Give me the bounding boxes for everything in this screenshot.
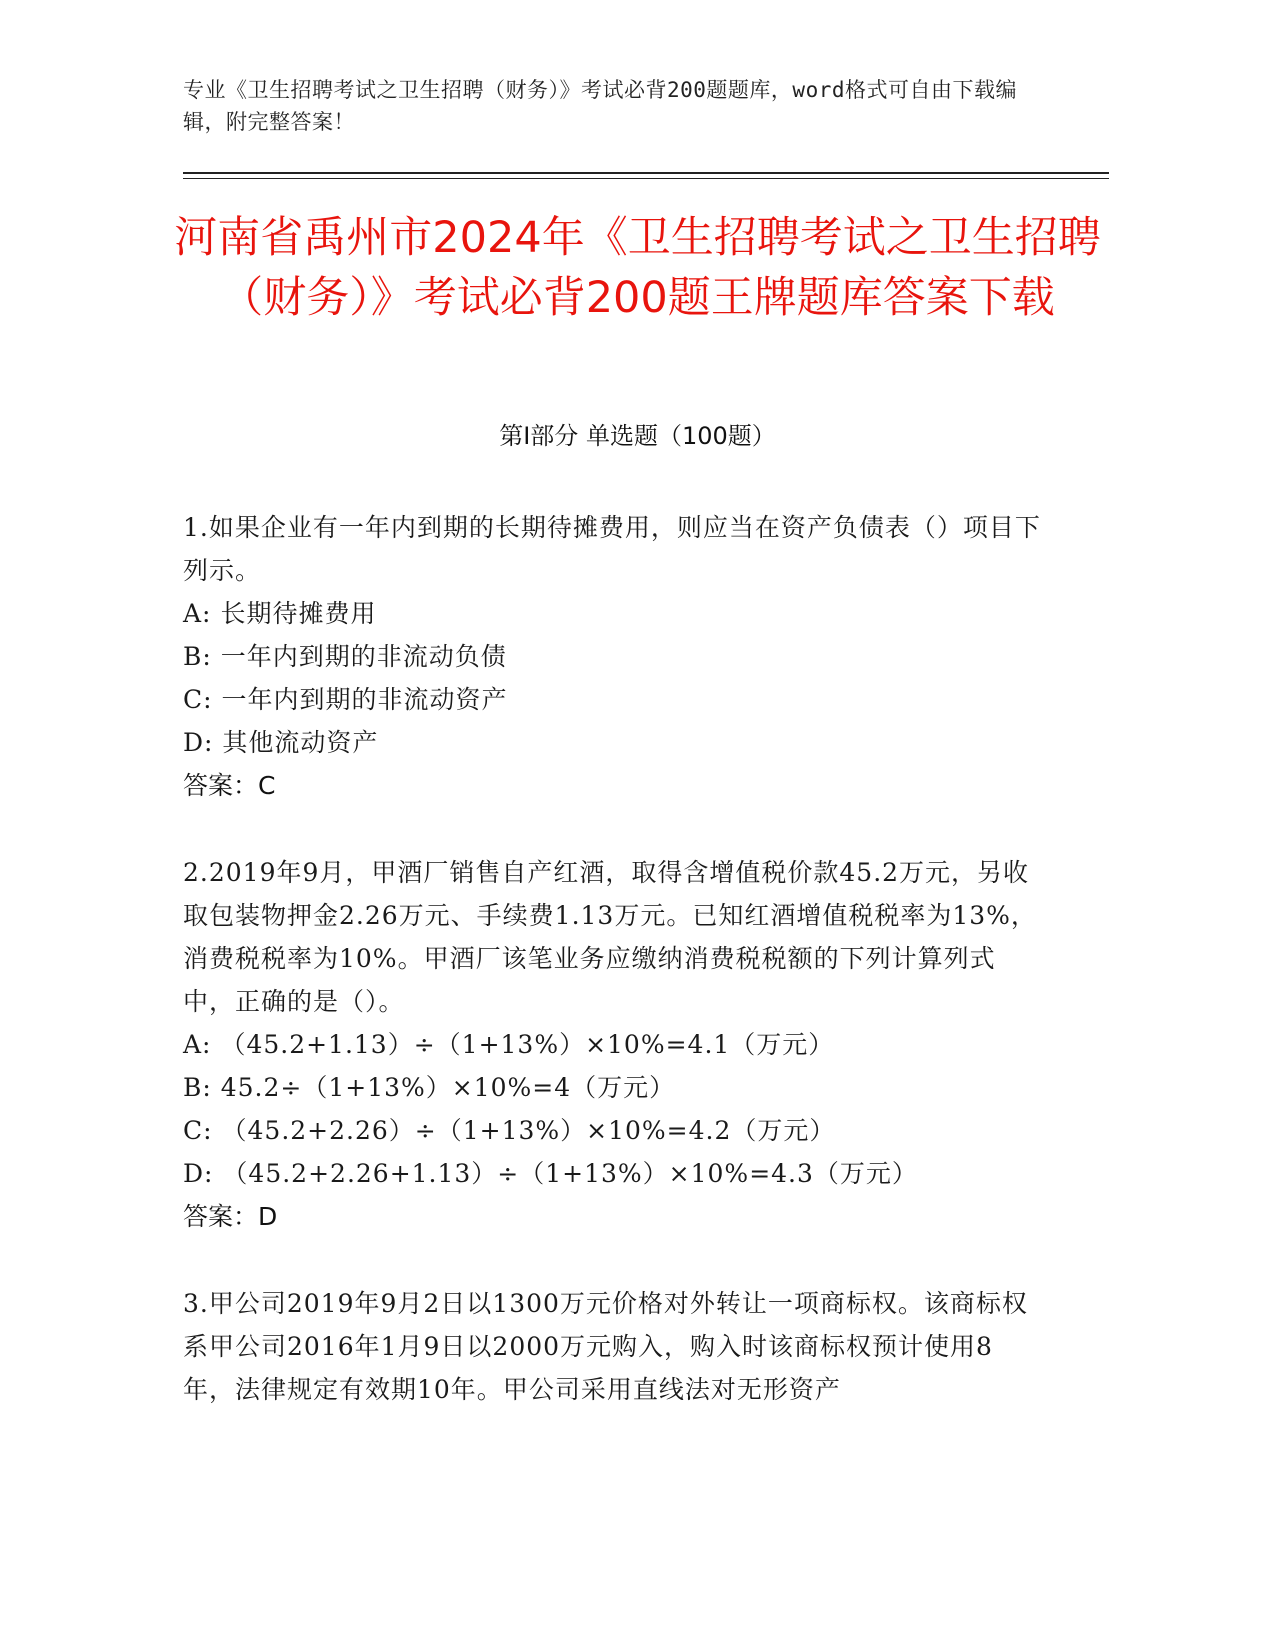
option-letter: A: [183, 599, 212, 628]
option-letter: A: [183, 1030, 212, 1059]
option-d [183, 1152, 1043, 1195]
option-a [183, 592, 1043, 635]
option-text: 一年内到期的非流动负债 [220, 642, 507, 671]
option-b [183, 635, 1043, 678]
section-heading: 第Ⅰ部分 单选题（100题） [499, 422, 776, 450]
question-stem: 1.如果企业有一年内到期的长期待摊费用，则应当在资产负债表（）项目下列示。 [183, 513, 1041, 585]
question-1 [183, 506, 1043, 807]
option-letter: B: [183, 642, 212, 671]
option-text: 其他流动资产 [222, 728, 379, 757]
option-b [183, 1066, 1043, 1109]
document-title: 河南省禹州市2024年《卫生招聘考试之卫生招聘（财务）》考试必背200题王牌题库答案下载 [174, 213, 1101, 323]
option-letter: D: [183, 728, 214, 757]
option-text: 长期待摊费用 [220, 599, 377, 628]
question-list [183, 506, 1043, 1455]
option-text: （45.2+2.26+1.13）÷（1+13%）×10%=4.3（万元） [222, 1159, 918, 1188]
option-a [183, 1023, 1043, 1066]
option-text: （45.2+1.13）÷（1+13%）×10%=4.1（万元） [220, 1030, 835, 1059]
option-text: （45.2+2.26）÷（1+13%）×10%=4.2（万元） [221, 1116, 836, 1145]
option-d [183, 721, 1043, 764]
header-divider [183, 172, 1109, 174]
header-divider-thin [183, 178, 1109, 179]
intro-text: 专业《卫生招聘考试之卫生招聘（财务）》考试必背200题题库，word格式可自由下载编辑，附完整答案！ [183, 78, 1017, 134]
option-letter: D: [183, 1159, 214, 1188]
option-letter: B: [183, 1073, 212, 1102]
answer-line: 答案：C [183, 771, 276, 800]
question-3 [183, 1282, 1043, 1411]
option-letter: C: [183, 1116, 213, 1145]
question-stem: 2.2019年9月，甲酒厂销售自产红酒，取得含增值税价款45.2万元，另收取包装物押金2.26万元、手续费1.13万元。已知红酒增值税税率为13%，消费税税率为10%。甲酒厂该笔业务应缴纳消费税税额的下列计算列式中，正确的是（）。 [183, 858, 1037, 1016]
question-stem: 3.甲公司2019年9月2日以1300万元价格对外转让一项商标权。该商标权系甲公司2016年1月9日以2000万元购入，购入时该商标权预计使用8年，法律规定有效期10年。甲公司采用直线法对无形资产 [183, 1289, 1028, 1404]
option-letter: C: [183, 685, 213, 714]
question-2 [183, 851, 1043, 1238]
answer-line: 答案：D [183, 1202, 278, 1231]
option-c [183, 678, 1043, 721]
option-text: 一年内到期的非流动资产 [221, 685, 508, 714]
option-c [183, 1109, 1043, 1152]
option-text: 45.2÷（1+13%）×10%=4（万元） [220, 1073, 676, 1102]
